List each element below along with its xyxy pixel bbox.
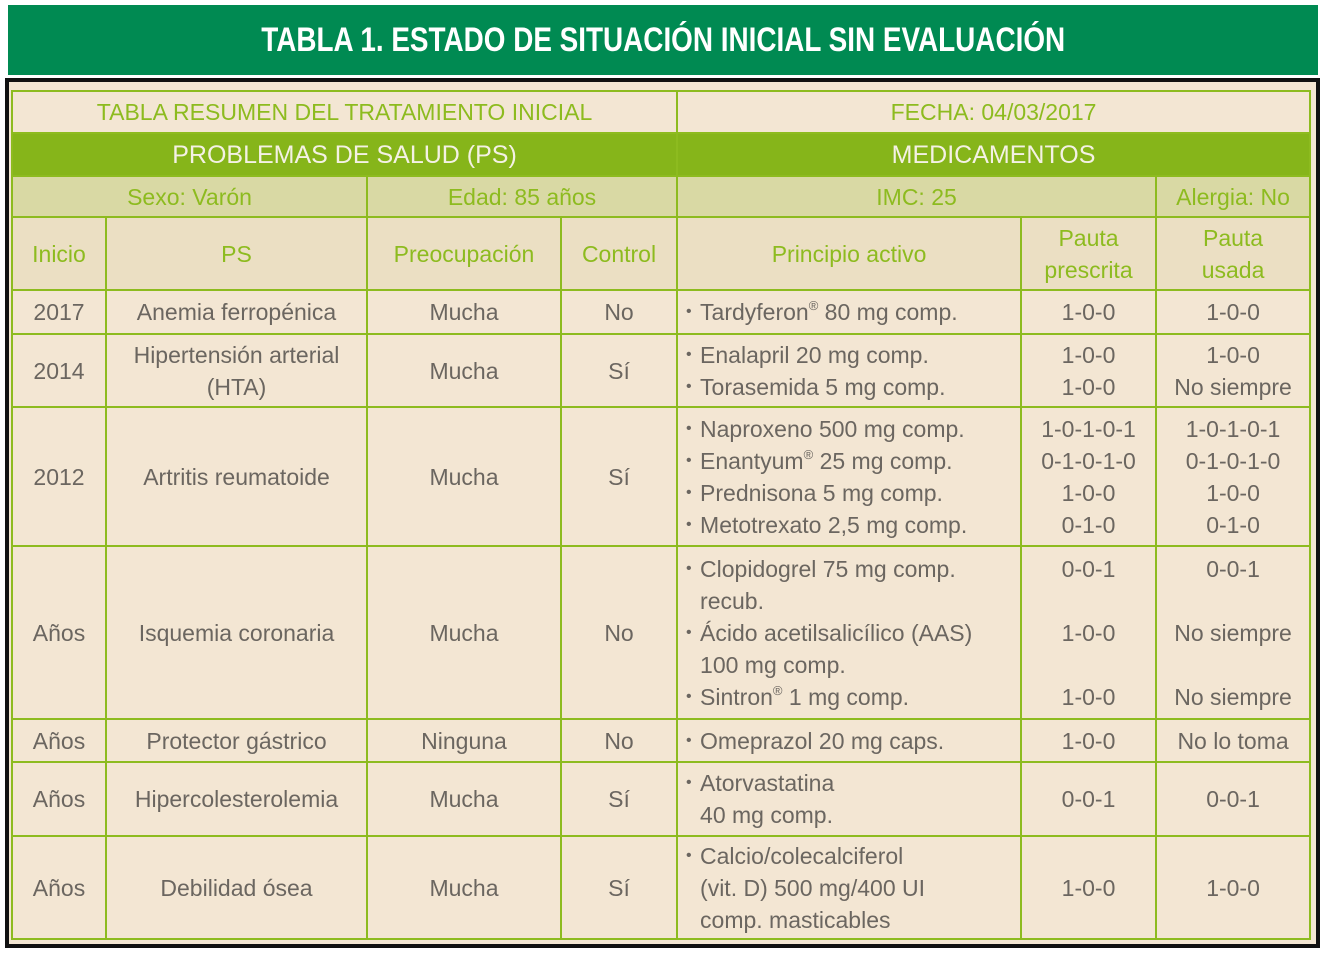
dose-used: 1-0-0 <box>1206 341 1260 368</box>
medication-name-text: Prednisona 5 mg comp. <box>700 479 943 506</box>
bullet-icon: • <box>686 731 692 749</box>
dose-prescribed: 1-0-0 <box>1061 874 1116 901</box>
medication-name <box>700 339 1016 371</box>
patient-info-row <box>12 176 1310 217</box>
medication-name <box>700 509 1016 541</box>
table-row <box>12 762 1310 836</box>
col-pauta-usada-line2: usada <box>1201 256 1265 283</box>
medication-name <box>700 553 1016 617</box>
bullet-icon: • <box>686 345 692 363</box>
medication-name <box>700 725 1016 757</box>
cell-inicio: 2017 <box>12 290 106 334</box>
col-pauta-prescrita-line1: Pauta <box>1058 224 1119 251</box>
col-pauta-prescrita-line2: prescrita <box>1044 256 1133 283</box>
medication-name-text: Ácido acetilsalicílico (AAS) <box>700 619 973 646</box>
cell-control: No <box>561 290 677 334</box>
dose-prescribed: 0-0-1 <box>1061 786 1116 812</box>
medication-item <box>686 339 1016 371</box>
dose-prescribed: 0-0-1 <box>1061 555 1116 582</box>
dose-prescribed: 0-1-0 <box>1061 511 1116 538</box>
table-row <box>12 836 1310 939</box>
medication-name <box>700 477 1016 509</box>
patient-allergy: Alergia: No <box>1156 176 1310 217</box>
cell-principio-activo <box>677 334 1021 407</box>
medication-name-continued: comp. masticables <box>700 906 891 933</box>
dose-used: 0-1-0 <box>1206 511 1260 538</box>
registered-mark: ® <box>772 682 783 698</box>
dose-used: No siempre <box>1174 373 1292 400</box>
cell-control: No <box>561 546 677 719</box>
cell-ps: Isquemia coronaria <box>106 546 367 719</box>
bullet-icon: • <box>686 451 692 469</box>
medication-name <box>700 617 1016 681</box>
section-medications: MEDICAMENTOS <box>677 133 1310 176</box>
dose-used: 0-0-1 <box>1206 786 1260 812</box>
column-header-row <box>12 217 1310 290</box>
cell-ps: Anemia ferropénica <box>106 290 367 334</box>
medication-item <box>686 296 1016 328</box>
dose-prescribed: 1-0-0 <box>1061 341 1116 368</box>
bullet-icon: • <box>686 377 692 395</box>
patient-sex: Sexo: Varón <box>12 176 367 217</box>
cell-pauta-usada <box>1156 290 1310 334</box>
cell-pauta-usada <box>1156 546 1310 719</box>
bullet-icon: • <box>686 515 692 533</box>
table-row <box>12 719 1310 762</box>
medication-name <box>700 296 1016 328</box>
cell-preocupacion: Mucha <box>367 334 561 407</box>
medication-name-text: Calcio/colecalciferol <box>700 842 904 869</box>
bullet-icon: • <box>686 687 692 705</box>
cell-preocupacion: Mucha <box>367 762 561 836</box>
medication-item <box>686 477 1016 509</box>
col-ps: PS <box>106 217 367 290</box>
table-row <box>12 334 1310 407</box>
dose-used: 1-0-1-0-1 <box>1185 415 1281 442</box>
col-pauta-prescrita <box>1021 217 1156 290</box>
section-header-row <box>12 133 1310 176</box>
medication-dose: 80 mg comp. <box>818 299 958 325</box>
bullet-icon: • <box>686 303 692 320</box>
medication-name-text: Enantyum <box>700 447 804 474</box>
dose-used: 1-0-0 <box>1206 874 1260 901</box>
table-title: TABLA 1. ESTADO DE SITUACIÓN INICIAL SIN EVALUACIÓN <box>261 20 1065 59</box>
cell-preocupacion: Mucha <box>367 290 561 334</box>
cell-principio-activo <box>677 836 1021 939</box>
cell-pauta-prescrita <box>1021 334 1156 407</box>
table-row <box>12 290 1310 334</box>
medication-item <box>686 509 1016 541</box>
table-row <box>12 546 1310 719</box>
medication-item <box>686 840 1016 936</box>
cell-inicio: Años <box>12 836 106 939</box>
cell-principio-activo <box>677 719 1021 762</box>
medication-name-text: Clopidogrel 75 mg comp. <box>700 555 956 582</box>
medication-item <box>686 371 1016 403</box>
cell-ps: Hipertensión arterial (HTA) <box>106 334 367 407</box>
cell-principio-activo <box>677 407 1021 546</box>
medication-item <box>686 617 1016 681</box>
medication-item <box>686 767 1016 831</box>
table-title-bar <box>8 5 1318 75</box>
medication-name-continued: 100 mg comp. <box>700 651 846 678</box>
medication-item <box>686 553 1016 617</box>
cell-control: No <box>561 719 677 762</box>
dose-prescribed: 1-0-0 <box>1061 479 1116 506</box>
cell-inicio: Años <box>12 546 106 719</box>
dose-used: 1-0-0 <box>1206 479 1260 506</box>
treatment-summary-table <box>11 90 1311 940</box>
medication-name-text: Metotrexato 2,5 mg comp. <box>700 511 968 538</box>
summary-row <box>12 91 1310 133</box>
dose-prescribed: 0-1-0-1-0 <box>1041 447 1136 474</box>
dose-used: 0-0-1 <box>1206 555 1260 582</box>
cell-pauta-prescrita <box>1021 836 1156 939</box>
bullet-icon: • <box>686 559 692 577</box>
medication-name-continued: recub. <box>700 587 764 614</box>
medication-name-text: Omeprazol 20 mg caps. <box>700 727 945 754</box>
cell-pauta-prescrita <box>1021 290 1156 334</box>
cell-preocupacion: Mucha <box>367 546 561 719</box>
medication-name-continued: (vit. D) 500 mg/400 UI <box>700 874 925 901</box>
dose-used: 0-1-0-1-0 <box>1185 447 1281 474</box>
medication-item <box>686 445 1016 477</box>
cell-principio-activo <box>677 546 1021 719</box>
cell-ps: Protector gástrico <box>106 719 367 762</box>
cell-principio-activo <box>677 290 1021 334</box>
dose-prescribed: 1-0-1-0-1 <box>1041 415 1136 442</box>
cell-ps: Artritis reumatoide <box>106 407 367 546</box>
medication-dose: 25 mg comp. <box>813 447 953 474</box>
medication-name-text: Naproxeno 500 mg comp. <box>700 415 965 442</box>
col-preocupacion: Preocupación <box>367 217 561 290</box>
bullet-icon: • <box>686 774 692 791</box>
medication-name <box>700 371 1016 403</box>
medication-item <box>686 681 1016 713</box>
cell-pauta-usada <box>1156 719 1310 762</box>
cell-preocupacion: Ninguna <box>367 719 561 762</box>
col-control: Control <box>561 217 677 290</box>
registered-mark: ® <box>808 298 819 313</box>
medication-name-text: Sintron <box>700 683 773 710</box>
section-health-problems: PROBLEMAS DE SALUD (PS) <box>12 133 677 176</box>
cell-ps: Debilidad ósea <box>106 836 367 939</box>
cell-principio-activo <box>677 762 1021 836</box>
cell-pauta-usada <box>1156 334 1310 407</box>
col-inicio: Inicio <box>12 217 106 290</box>
medication-name <box>700 413 1016 445</box>
cell-pauta-prescrita <box>1021 546 1156 719</box>
cell-inicio: Años <box>12 762 106 836</box>
cell-preocupacion: Mucha <box>367 836 561 939</box>
medication-dose: 1 mg comp. <box>782 683 910 710</box>
dose-prescribed: 1-0-0 <box>1061 619 1116 646</box>
col-pauta-usada <box>1156 217 1310 290</box>
dose-prescribed: 1-0-0 <box>1061 727 1116 754</box>
medication-name-text: Torasemida 5 mg comp. <box>700 373 946 400</box>
medication-name <box>700 840 1016 936</box>
cell-control: Sí <box>561 334 677 407</box>
medication-item <box>686 413 1016 445</box>
patient-age: Edad: 85 años <box>367 176 677 217</box>
medication-name <box>700 681 1016 713</box>
cell-pauta-usada <box>1156 762 1310 836</box>
medication-name-text: Enalapril 20 mg comp. <box>700 341 929 368</box>
dose-used: 1-0-0 <box>1206 299 1260 325</box>
dose-used: No siempre <box>1174 619 1292 646</box>
bullet-icon: • <box>686 623 692 641</box>
table-frame <box>5 78 1320 948</box>
cell-preocupacion: Mucha <box>367 407 561 546</box>
dose-prescribed: 1-0-0 <box>1061 683 1116 710</box>
bullet-icon: • <box>686 483 692 501</box>
summary-title: TABLA RESUMEN DEL TRATAMIENTO INICIAL <box>12 91 677 133</box>
medication-name <box>700 767 1016 831</box>
summary-date: FECHA: 04/03/2017 <box>677 91 1310 133</box>
dose-prescribed: 1-0-0 <box>1061 373 1116 400</box>
cell-control: Sí <box>561 762 677 836</box>
bullet-icon: • <box>686 419 692 437</box>
cell-pauta-prescrita <box>1021 719 1156 762</box>
cell-pauta-prescrita <box>1021 407 1156 546</box>
dose-used: No siempre <box>1174 683 1292 710</box>
medication-name-text: Atorvastatina <box>700 770 835 796</box>
cell-control: Sí <box>561 836 677 939</box>
cell-control: Sí <box>561 407 677 546</box>
col-pauta-usada-line1: Pauta <box>1202 224 1264 251</box>
cell-pauta-usada <box>1156 836 1310 939</box>
medication-name <box>700 445 1016 477</box>
cell-ps: Hipercolesterolemia <box>106 762 367 836</box>
dose-used: No lo toma <box>1177 727 1289 754</box>
cell-inicio: Años <box>12 719 106 762</box>
medication-name-continued: 40 mg comp. <box>700 802 833 828</box>
dose-prescribed: 1-0-0 <box>1061 299 1116 325</box>
medication-name-text: Tardyferon <box>700 299 809 325</box>
cell-pauta-prescrita <box>1021 762 1156 836</box>
patient-bmi: IMC: 25 <box>677 176 1156 217</box>
table-row <box>12 407 1310 546</box>
bullet-icon: • <box>686 846 692 864</box>
cell-inicio: 2014 <box>12 334 106 407</box>
table-body <box>12 290 1310 939</box>
col-principio-activo: Principio activo <box>677 217 1021 290</box>
cell-inicio: 2012 <box>12 407 106 546</box>
medication-item <box>686 725 1016 757</box>
cell-pauta-usada <box>1156 407 1310 546</box>
registered-mark: ® <box>803 446 814 462</box>
